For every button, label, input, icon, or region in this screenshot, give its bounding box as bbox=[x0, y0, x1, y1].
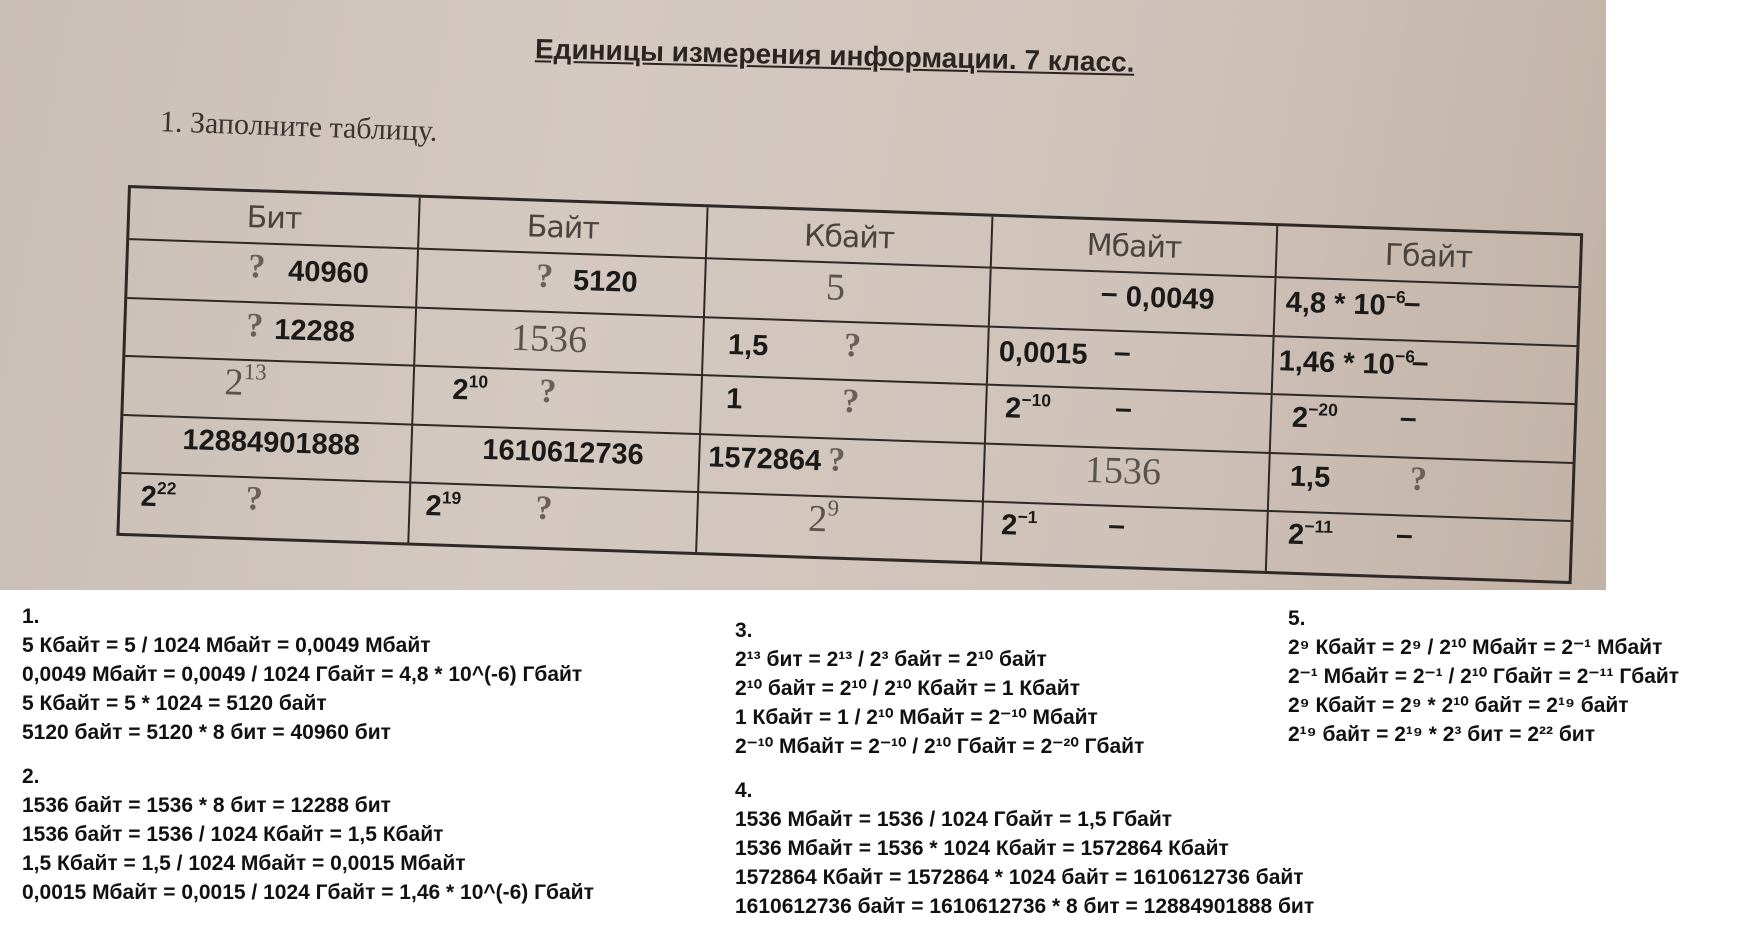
answer-value: $2^{-20}$ bbox=[1291, 399, 1339, 435]
solution-line: 2¹³ бит = 2¹³ / 2³ байт = 2¹⁰ байт bbox=[735, 648, 1047, 671]
question-mark: ? bbox=[1409, 460, 1428, 499]
solution-line: 0,0015 Мбайт = 0,0015 / 1024 Гбайт = 1,46 * 10^(-6) Гбайт bbox=[22, 881, 594, 904]
answer-value: $2^{-1}$ bbox=[1000, 506, 1038, 543]
answer-value: 5120 bbox=[572, 264, 639, 299]
answer-value: $2^{-11}$ bbox=[1287, 516, 1334, 552]
solution-line: 2⁹ Кбайт = 2⁹ * 2¹⁰ байт = 2¹⁹ байт bbox=[1288, 694, 1629, 717]
solution-1 bbox=[22, 602, 582, 747]
answer-value: $2^{22}$ bbox=[140, 478, 177, 514]
solution-number: 4. bbox=[735, 779, 753, 802]
solution-line: 1536 Мбайт = 1536 * 1024 Кбайт = 1572864 Кбайт bbox=[735, 837, 1229, 860]
question-mark: ? bbox=[535, 257, 554, 296]
dash-mark: – bbox=[1403, 286, 1422, 320]
answer-value: 12884901888 bbox=[182, 423, 361, 462]
table-cell bbox=[125, 299, 417, 367]
answer-value: $1,46 * 10^{-6}$ bbox=[1278, 344, 1416, 381]
table-cell bbox=[121, 416, 413, 484]
answer-value: 40960 bbox=[287, 255, 370, 291]
solution-line: 1536 Мбайт = 1536 / 1024 Гбайт = 1,5 Гбайт bbox=[735, 808, 1173, 831]
question-mark: ? bbox=[538, 372, 557, 411]
answer-value: 1,5 bbox=[1289, 460, 1331, 494]
table-cell bbox=[990, 269, 1277, 337]
table-cell bbox=[703, 318, 990, 386]
question-mark: ? bbox=[827, 441, 846, 479]
table-cell bbox=[1271, 395, 1575, 464]
question-mark: ? bbox=[843, 326, 862, 364]
question-mark: ? bbox=[841, 382, 860, 421]
header-mbyte: Мбайт bbox=[992, 217, 1279, 278]
answer-value: 0,0049 bbox=[1125, 281, 1216, 317]
table-cell bbox=[127, 240, 419, 308]
dash-mark: – bbox=[1395, 518, 1414, 553]
table-cell bbox=[982, 503, 1269, 571]
table-cell bbox=[1273, 337, 1577, 406]
solution-line: 1 Кбайт = 1 / 2¹⁰ Мбайт = 2⁻¹⁰ Мбайт bbox=[735, 706, 1098, 729]
solution-4 bbox=[735, 776, 1314, 921]
header-bit: Бит bbox=[129, 188, 421, 250]
question-mark: ? bbox=[247, 248, 266, 286]
given-value: $2^{13}$ bbox=[223, 359, 268, 405]
answer-value: 1610612736 bbox=[481, 433, 645, 472]
table-cell bbox=[417, 250, 707, 318]
header-gbyte: Гбайт bbox=[1277, 226, 1581, 288]
solution-line: 5 Кбайт = 5 * 1024 = 5120 байт bbox=[22, 692, 327, 715]
worksheet-title: Единицы измерения информации. 7 класс. bbox=[534, 33, 1135, 78]
dash-mark: – bbox=[1113, 335, 1132, 369]
answer-value: 12288 bbox=[273, 313, 356, 349]
given-value: 1536 bbox=[1084, 448, 1162, 494]
question-mark: ? bbox=[245, 306, 265, 345]
table-cell bbox=[123, 357, 415, 425]
dash-mark: – bbox=[1114, 392, 1133, 426]
question-mark: ? bbox=[245, 480, 264, 519]
solution-line: 2⁹ Кбайт = 2⁹ / 2¹⁰ Мбайт = 2⁻¹ Мбайт bbox=[1288, 636, 1663, 659]
solution-line: 5120 байт = 5120 * 8 бит = 40960 бит bbox=[22, 721, 391, 744]
solution-number: 1. bbox=[22, 605, 40, 628]
dash-mark: – bbox=[1100, 276, 1119, 310]
solution-line: 2⁻¹ Мбайт = 2⁻¹ / 2¹⁰ Гбайт = 2⁻¹¹ Гбайт bbox=[1288, 665, 1680, 688]
table-cell bbox=[986, 386, 1273, 454]
answer-value: 0,0015 bbox=[998, 335, 1089, 371]
table-cell bbox=[697, 493, 984, 561]
table-cell bbox=[415, 308, 705, 376]
solution-line: 1,5 Кбайт = 1,5 / 1024 Мбайт = 0,0015 Мбайт bbox=[22, 852, 466, 875]
answer-value: $2^{10}$ bbox=[451, 371, 489, 407]
solution-line: 1572864 Кбайт = 1572864 * 1024 байт = 1610612736 байт bbox=[735, 866, 1304, 889]
solution-5 bbox=[1288, 604, 1679, 749]
answer-value: 1572864 bbox=[707, 441, 822, 477]
table-cell bbox=[1275, 278, 1579, 347]
answer-value: $2^{19}$ bbox=[424, 487, 462, 523]
table-cell bbox=[409, 484, 699, 552]
answer-value: 1,5 bbox=[727, 328, 769, 362]
table-cell bbox=[988, 327, 1275, 395]
solution-line: 2¹⁹ байт = 2¹⁹ * 2³ бит = 2²² бит bbox=[1288, 723, 1596, 746]
given-value: 1536 bbox=[510, 316, 588, 361]
solution-number: 5. bbox=[1288, 607, 1306, 630]
task-label: 1. Заполните таблицу. bbox=[159, 105, 439, 148]
table-cell bbox=[411, 425, 701, 493]
table-cell bbox=[1267, 512, 1571, 581]
dash-mark: – bbox=[1107, 509, 1126, 543]
solution-2 bbox=[22, 762, 594, 907]
table-cell bbox=[119, 474, 411, 542]
dash-mark: – bbox=[1411, 345, 1430, 379]
table-cell bbox=[413, 367, 703, 435]
table-cell bbox=[1269, 454, 1573, 523]
table-cell bbox=[701, 376, 988, 444]
answer-value: $2^{-10}$ bbox=[1004, 389, 1052, 425]
answer-value: 1 bbox=[725, 383, 743, 416]
solution-line: 2⁻¹⁰ Мбайт = 2⁻¹⁰ / 2¹⁰ Гбайт = 2⁻²⁰ Гбайт bbox=[735, 735, 1145, 758]
solution-line: 1610612736 байт = 1610612736 * 8 бит = 12884901888 бит bbox=[735, 895, 1315, 918]
question-mark: ? bbox=[534, 490, 554, 528]
dash-mark: – bbox=[1399, 401, 1418, 436]
answer-value: $4,8 * 10^{-6}$ bbox=[1285, 286, 1407, 322]
solution-line: 0,0049 Мбайт = 0,0049 / 1024 Гбайт = 4,8 * 10^(-6) Гбайт bbox=[22, 663, 583, 686]
solution-number: 2. bbox=[22, 765, 40, 788]
given-value: 5 bbox=[825, 266, 846, 309]
solution-3 bbox=[735, 616, 1144, 761]
solution-line: 5 Кбайт = 5 / 1024 Мбайт = 0,0049 Мбайт bbox=[22, 634, 431, 657]
solution-line: 1536 байт = 1536 * 8 бит = 12288 бит bbox=[22, 794, 391, 817]
table-cell bbox=[984, 444, 1271, 512]
solution-number: 3. bbox=[735, 619, 753, 642]
solution-line: 1536 байт = 1536 / 1024 Кбайт = 1,5 Кбайт bbox=[22, 823, 444, 846]
units-table bbox=[116, 185, 1583, 584]
table-cell bbox=[699, 435, 986, 503]
header-byte: Байт bbox=[419, 198, 709, 260]
header-kbyte: Кбайт bbox=[707, 207, 994, 268]
given-value: $2^9$ bbox=[807, 495, 840, 541]
table-cell bbox=[705, 259, 992, 327]
solution-line: 2¹⁰ байт = 2¹⁰ / 2¹⁰ Кбайт = 1 Кбайт bbox=[735, 677, 1080, 700]
